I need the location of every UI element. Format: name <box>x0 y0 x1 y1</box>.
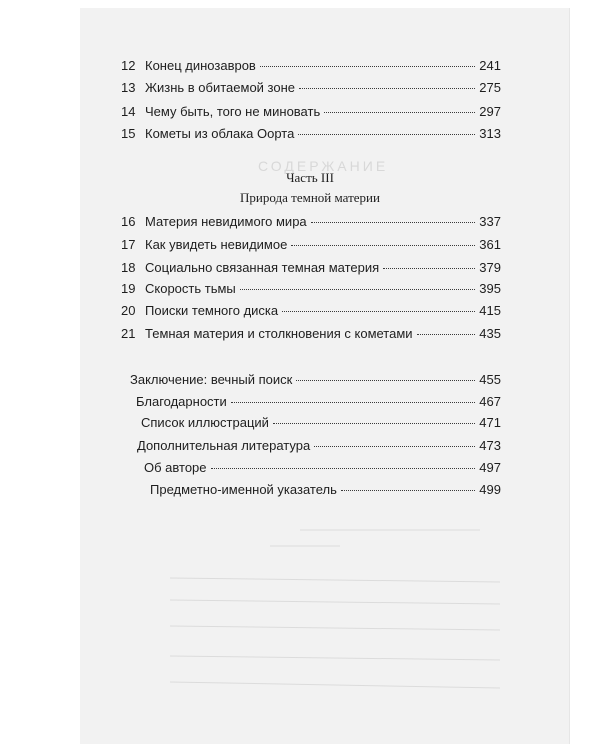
section-title: Заключение: вечный поиск <box>130 372 293 387</box>
page-number: 275 <box>479 80 501 95</box>
page-number: 471 <box>479 415 501 430</box>
page-number: 297 <box>479 104 501 119</box>
chapter-number: 14 <box>121 104 136 119</box>
chapter-title: Кометы из облака Оорта <box>145 126 295 141</box>
chapter-title: Чему быть, того не миновать <box>145 104 321 119</box>
chapter-number: 15 <box>121 126 136 141</box>
section-title: Дополнительная литература <box>137 438 311 453</box>
section-title: Благодарности <box>136 394 227 409</box>
page-number: 467 <box>479 394 501 409</box>
chapter-number: 13 <box>121 80 136 95</box>
page-number: 499 <box>479 482 501 497</box>
chapter-title: Скорость тьмы <box>145 281 236 296</box>
chapter-title: Жизнь в обитаемой зоне <box>145 80 296 95</box>
section-title: Об авторе <box>144 460 207 475</box>
show-through-text: СОДЕРЖАНИЕ <box>258 158 389 174</box>
chapter-title: Темная материя и столкновения с кометами <box>145 326 413 341</box>
page-number: 313 <box>479 126 501 141</box>
section-title: Предметно-именной указатель <box>150 482 337 497</box>
page-number: 415 <box>479 303 501 318</box>
page-number: 379 <box>479 260 501 275</box>
chapter-title: Материя невидимого мира <box>145 214 307 229</box>
page-number: 455 <box>479 372 501 387</box>
chapter-number: 19 <box>121 281 136 296</box>
page-number: 473 <box>479 438 501 453</box>
chapter-number: 21 <box>121 326 136 341</box>
chapter-title: Как увидеть невидимое <box>145 237 288 252</box>
section-title: Список иллюстраций <box>141 415 269 430</box>
page-number: 361 <box>479 237 501 252</box>
chapter-number: 20 <box>121 303 136 318</box>
page-number: 435 <box>479 326 501 341</box>
part-label: Часть III <box>286 170 334 185</box>
chapter-number: 16 <box>121 214 136 229</box>
page-number: 395 <box>479 281 501 296</box>
chapter-number: 12 <box>121 58 136 73</box>
part-subtitle: Природа темной материи <box>240 190 380 205</box>
page-number: 497 <box>479 460 501 475</box>
page-number: 241 <box>479 58 501 73</box>
page-number: 337 <box>479 214 501 229</box>
chapter-title: Поиски темного диска <box>145 303 279 318</box>
chapter-title: Социально связанная темная материя <box>145 260 380 275</box>
chapter-title: Конец динозавров <box>145 58 256 73</box>
chapter-number: 17 <box>121 237 136 252</box>
chapter-number: 18 <box>121 260 136 275</box>
